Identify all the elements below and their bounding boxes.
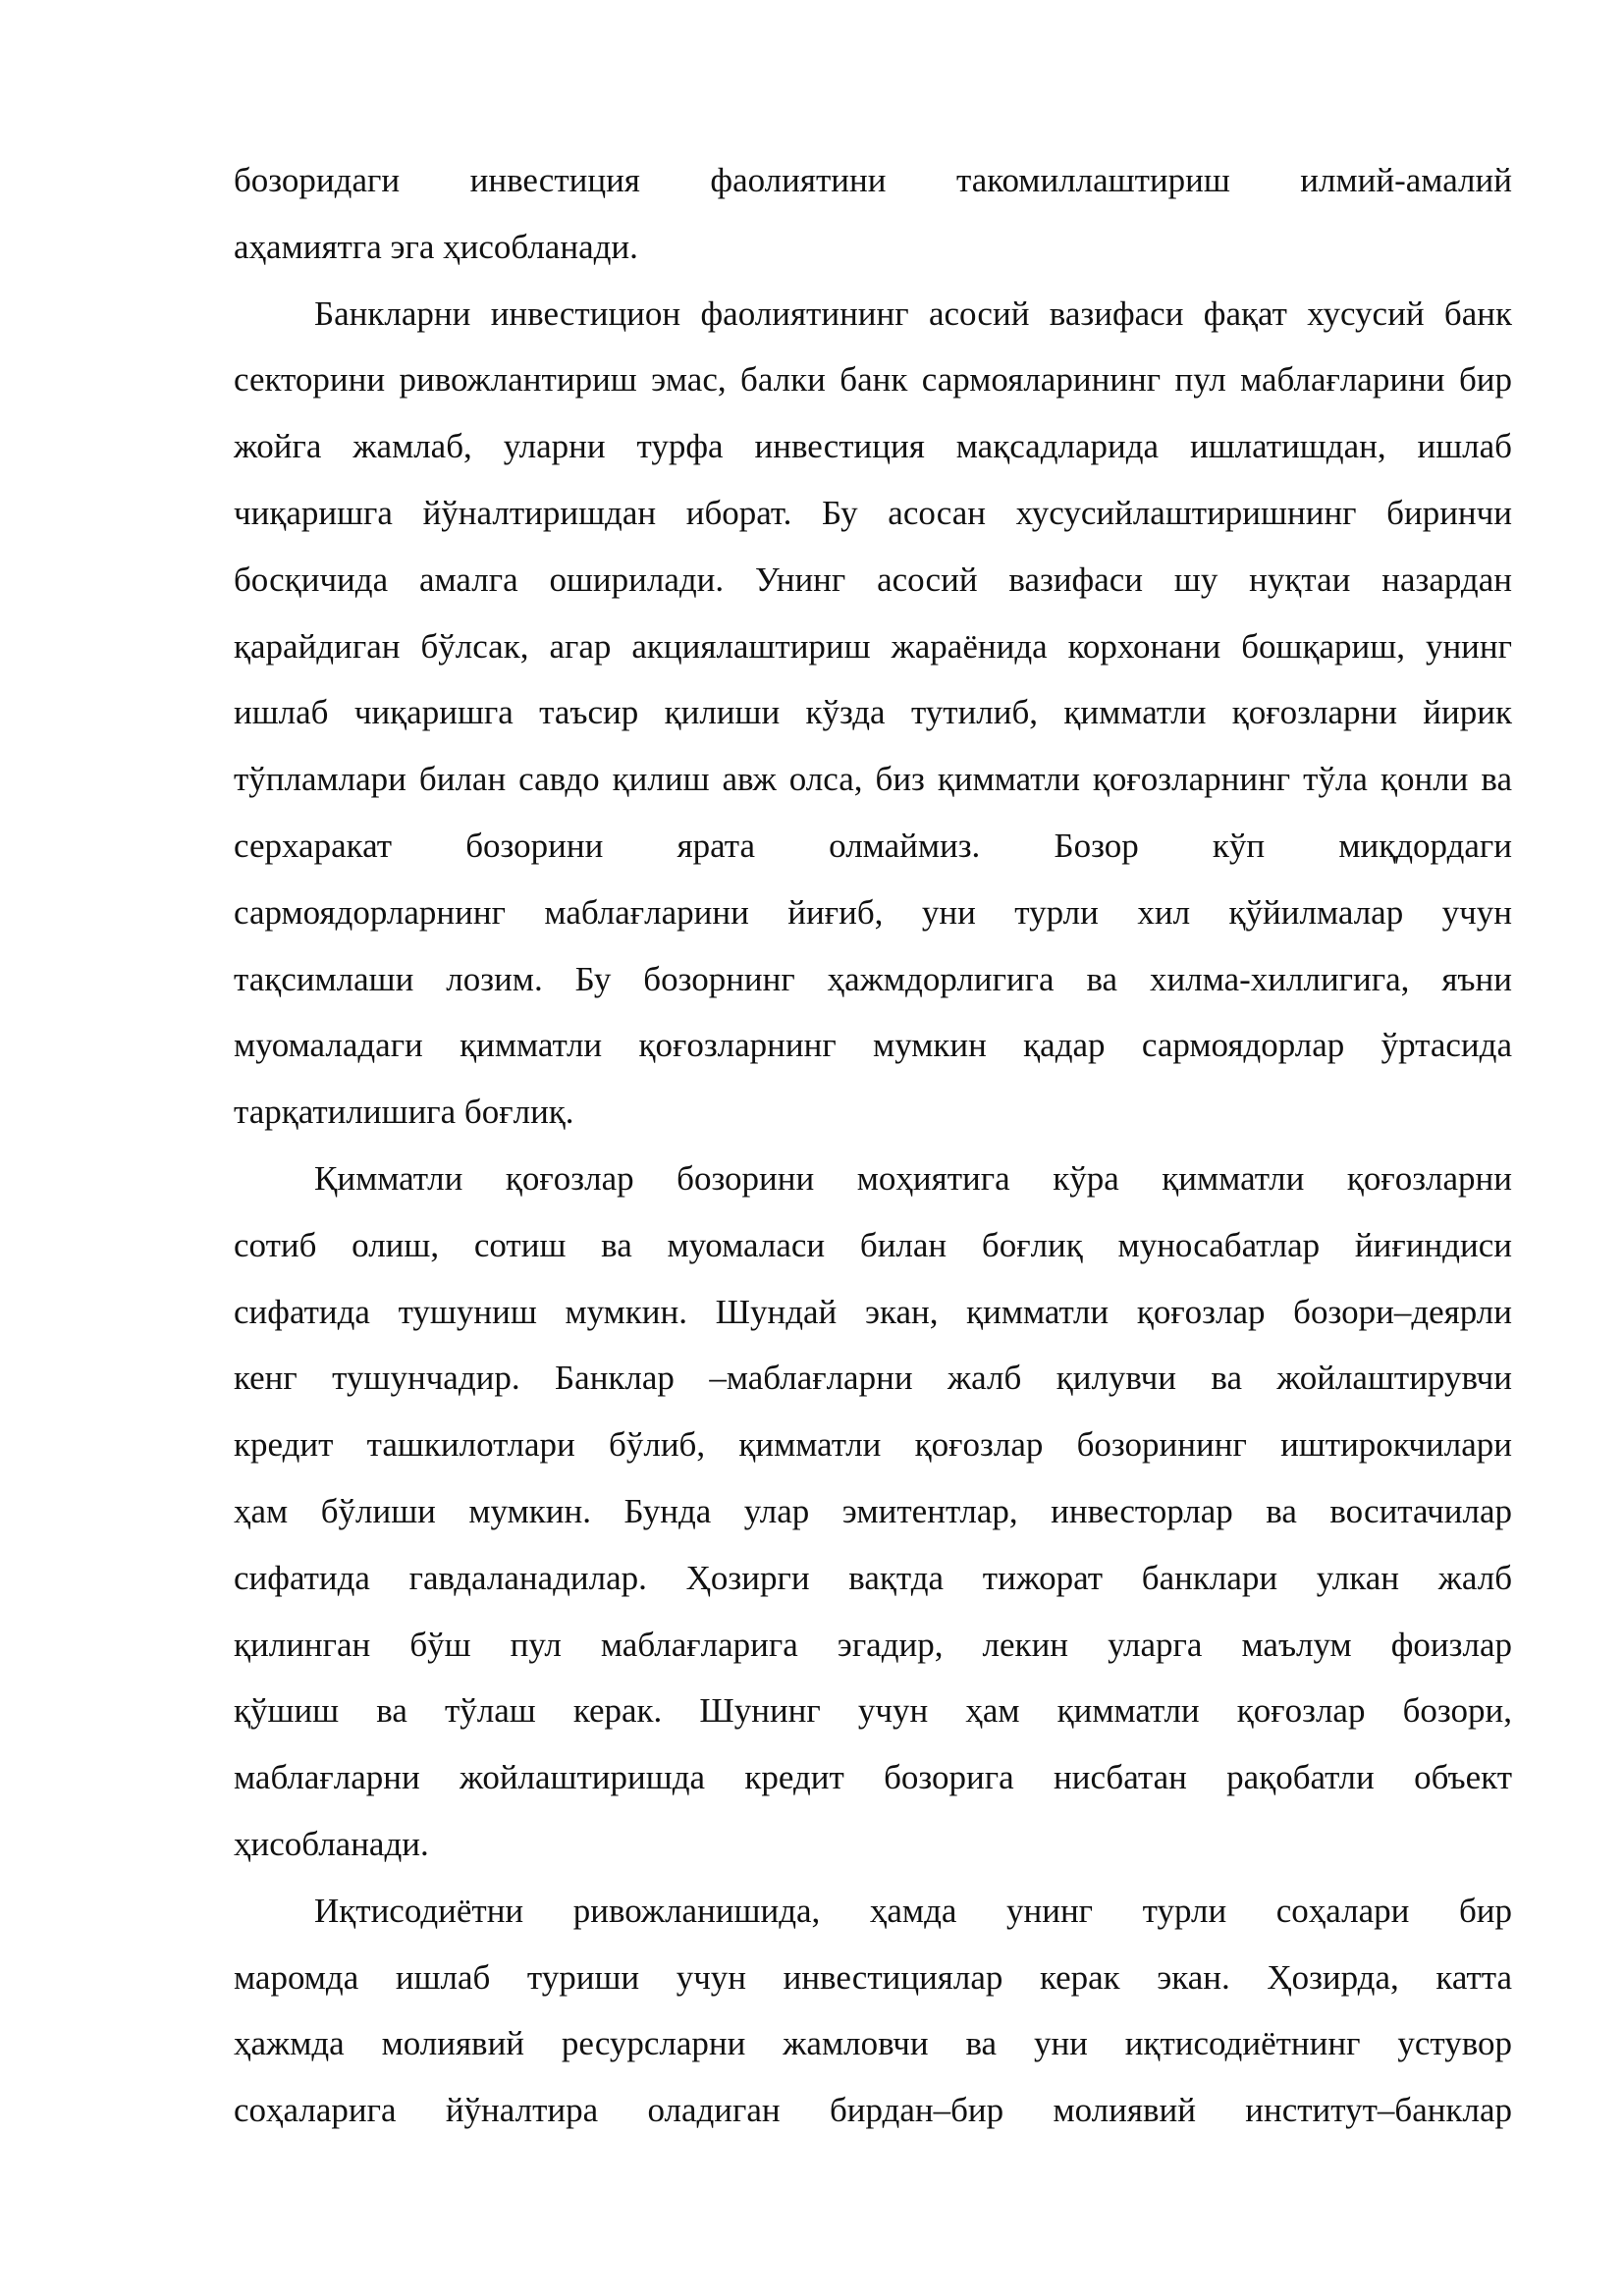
text-line: секторини ривожлантириш эмас, балки банк сармояларининг пул маблағларини бир: [234, 360, 1512, 400]
text-line: Қимматли қоғозлар бозорини моҳиятига кўра қимматли қоғозларни: [314, 1158, 1512, 1198]
text-line: сармоядорларнинг маблағларини йиғиб, уни турли хил қўйилмалар учун: [234, 892, 1512, 932]
text-line: қарайдиган бўлсак, агар акциялаштириш жараёнида корхонани бошқариш, унинг: [234, 626, 1512, 666]
text-line: қилинган бўш пул маблағларига эгадир, лекин уларга маълум фоизлар: [234, 1625, 1512, 1664]
text-line: муомаладаги қимматли қоғозларнинг мумкин қадар сармоядорлар ўртасида: [234, 1026, 1512, 1065]
text-line: ҳам бўлиши мумкин. Бунда улар эмитентлар, инвесторлар ва воситачилар: [234, 1491, 1512, 1530]
text-line: бозоридаги инвестиция фаолиятини такомиллаштириш илмий-амалий: [234, 161, 1512, 199]
text-line: босқичида амалга оширилади. Унинг асосий вазифаси шу нуқтаи назардан: [234, 560, 1512, 599]
paragraph: [234, 147, 1512, 281]
text-line: сифатида гавдаланадилар. Ҳозирги вақтда тижорат банклари улкан жалб: [234, 1558, 1512, 1597]
text-line: тарқатилишига боғлиқ.: [234, 1093, 574, 1132]
text-line: кредит ташкилотлари бўлиб, қимматли қоғозлар бозорининг иштирокчилари: [234, 1425, 1512, 1465]
text-line: Иқтисодиётни ривожланишида, ҳамда унинг турли соҳалари бир: [314, 1891, 1512, 1930]
paragraph: [234, 281, 1512, 1146]
text-line: сотиб олиш, сотиш ва муомаласи билан боғлиқ муносабатлар йиғиндиси: [234, 1225, 1512, 1264]
text-line: ишлаб чиқаришга таъсир қилиши кўзда тутилиб, қимматли қоғозларни йирик: [234, 693, 1512, 732]
text-line: сифатида тушуниш мумкин. Шундай экан, қимматли қоғозлар бозори–деярли: [234, 1292, 1512, 1331]
text-line: қўшиш ва тўлаш керак. Шунинг учун ҳам қимматли қоғозлар бозори,: [234, 1691, 1512, 1731]
text-line: чиқаришга йўналтиришдан иборат. Бу асосан хусусийлаштиришнинг биринчи: [234, 493, 1512, 532]
text-line: серхаракат бозорини ярата олмаймиз. Бозор кўп миқдордаги: [234, 826, 1512, 865]
text-line: кенг тушунчадир. Банклар –маблағларни жалб қилувчи ва жойлаштирувчи: [234, 1359, 1512, 1398]
document-body: [234, 147, 1512, 2144]
text-line: тўпламлари билан савдо қилиш авж олса, биз қимматли қоғозларнинг тўла қонли ва: [234, 760, 1512, 799]
paragraph: [234, 1146, 1512, 1878]
text-line: маромда ишлаб туриши учун инвестициялар керак экан. Ҳозирда, катта: [234, 1957, 1512, 1997]
text-line: ҳисобланади.: [234, 1824, 429, 1863]
text-line: тақсимлаши лозим. Бу бозорнинг ҳажмдорлигига ва хилма-хиллигига, яъни: [234, 959, 1512, 998]
text-line: ҳажмда молиявий ресурсларни жамловчи ва уни иқтисодиётнинг устувор: [234, 2024, 1512, 2063]
text-line: аҳамиятга эга ҳисобланади.: [234, 227, 638, 266]
text-line: маблағларни жойлаштиришда кредит бозорига нисбатан рақобатли объект: [234, 1758, 1512, 1797]
text-line: соҳаларига йўналтира оладиган бирдан–бир молиявий институт–банклар: [234, 2091, 1512, 2130]
text-line: Банкларни инвестицион фаолиятининг асосий вазифаси фақат хусусий банк: [314, 294, 1512, 333]
paragraph: [234, 1878, 1512, 2144]
text-line: жойга жамлаб, уларни турфа инвестиция мақсадларида ишлатишдан, ишлаб: [234, 427, 1512, 466]
